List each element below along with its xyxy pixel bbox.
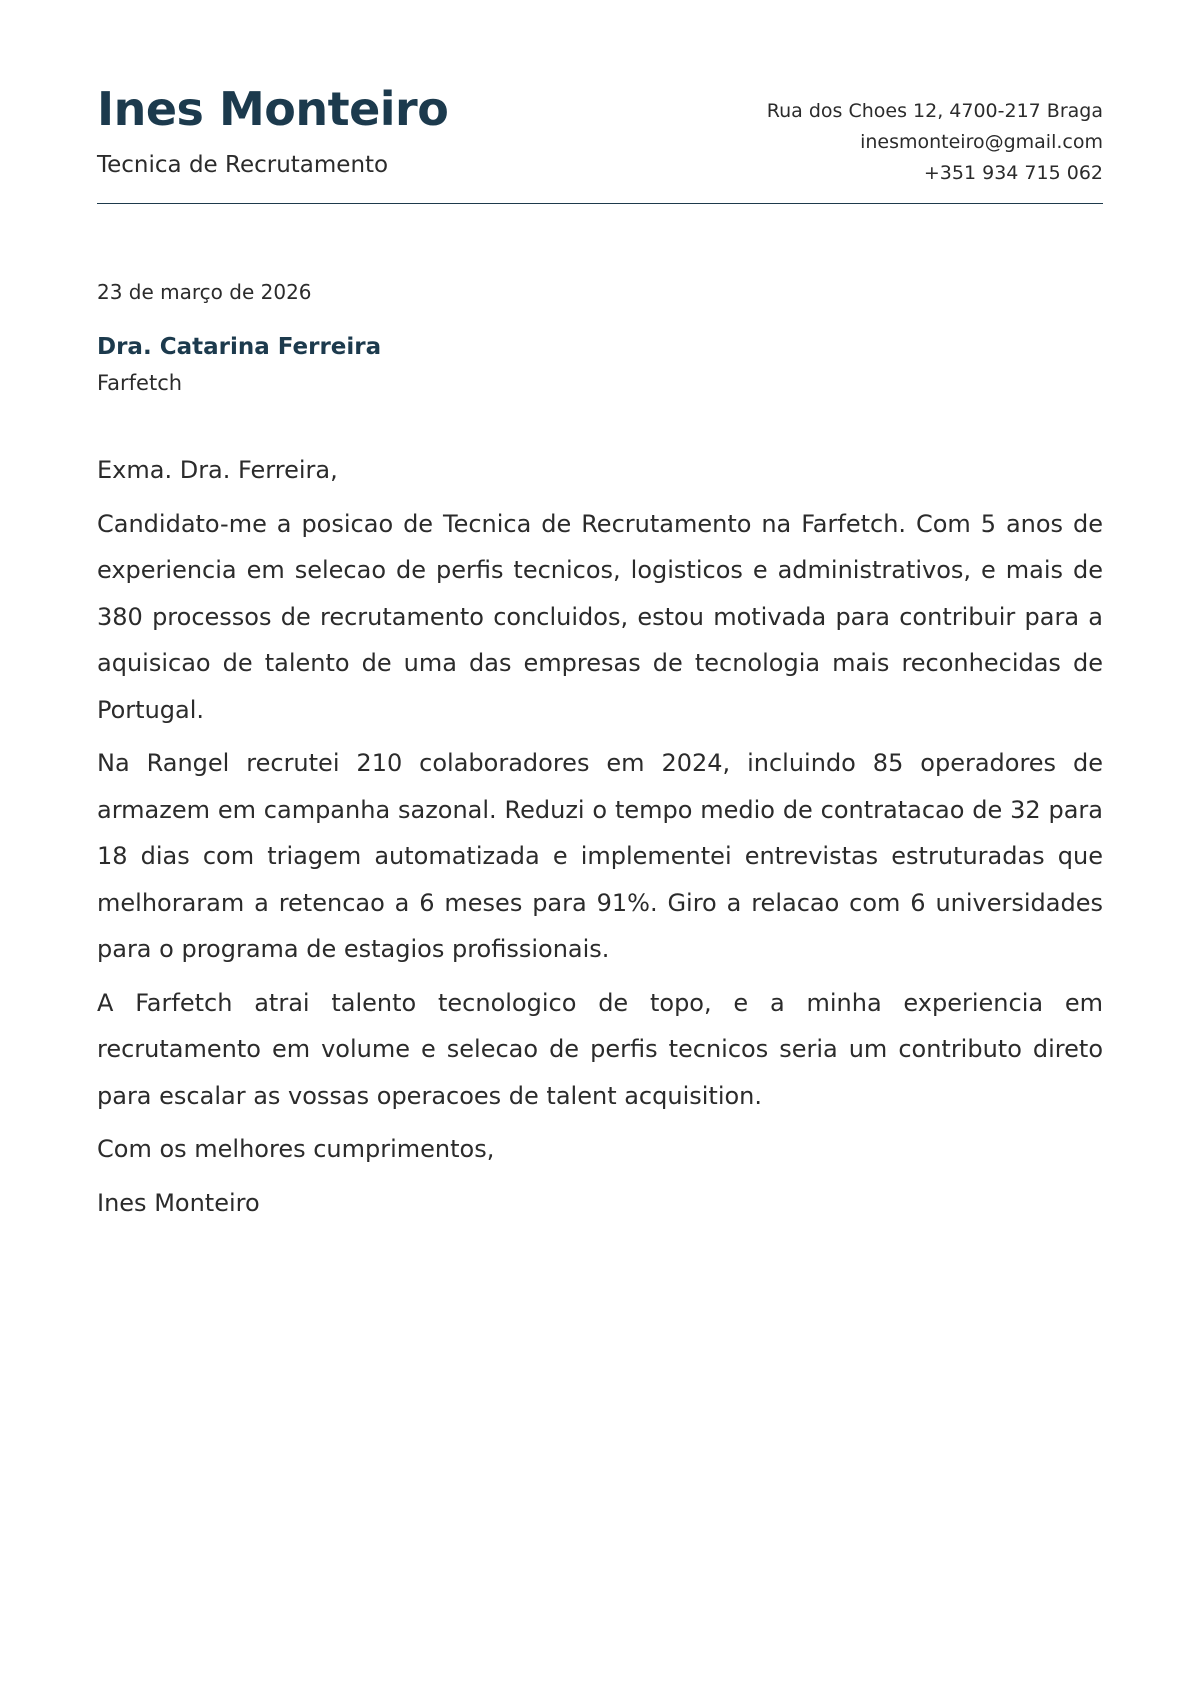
letter-header: [97, 0, 1103, 204]
sender-name: Ines Monteiro: [97, 82, 449, 136]
contact-block: [767, 96, 1103, 189]
salutation: Exma. Dra. Ferreira,: [97, 456, 338, 484]
contact-email: inesmonteiro@gmail.com: [860, 131, 1103, 153]
letter-body: [97, 447, 1103, 1233]
sender-role: Tecnica de Recrutamento: [97, 152, 389, 178]
paragraph-intro: Candidato-me a posicao de Tecnica de Recrutamento na Farfetch. Com 5 anos de experiencia em selecao de perfis tecnicos, logisticos e administrativos, e mais de 380 processos de recrutamento concluidos, estou motivada para contribuir para a aquisicao de talento de uma das empresas de tecnologia mais reconhecidas de Portugal.: [97, 509, 1103, 724]
signature: Ines Monteiro: [97, 1188, 260, 1217]
paragraph-experience: Na Rangel recrutei 210 colaboradores em 2024, incluindo 85 operadores de armazem em campanha sazonal. Reduzi o tempo medio de contratacao de 32 para 18 dias com triagem automatizada e implementei entrevistas estruturadas que melhoraram a retencao a 6 meses para 91%. Giro a relacao com 6 universidades para o programa de estagios profissionais.: [97, 749, 1103, 963]
contact-phone: +351 934 715 062: [923, 162, 1103, 184]
contact-address: Rua dos Choes 12, 4700-217 Braga: [766, 100, 1103, 122]
closing: Com os melhores cumprimentos,: [97, 1135, 495, 1163]
cover-letter-page: [97, 0, 1103, 1217]
paragraph-motivation: A Farfetch atrai talento tecnologico de topo, e a minha experiencia em recrutamento em volume e selecao de perfis tecnicos seria um contributo direto para escalar as vossas operacoes de talent acquisition.: [97, 988, 1103, 1110]
recipient-name: Dra. Catarina Ferreira: [97, 334, 382, 360]
recipient-company: Farfetch: [97, 371, 183, 395]
letter-date: 23 de março de 2026: [97, 280, 312, 304]
